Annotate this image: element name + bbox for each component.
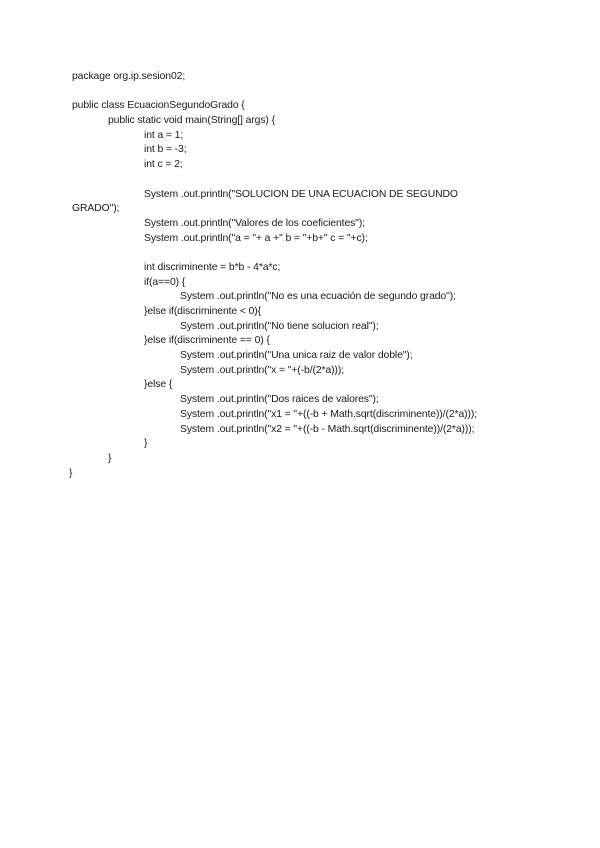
code-line-discriminant: int discriminente = b*b - 4*a*c; bbox=[144, 261, 281, 273]
code-line-var-b: int b = -3; bbox=[144, 144, 187, 156]
code-line-print-two-roots: System .out.println("Dos raices de valores"); bbox=[180, 394, 379, 406]
code-line-class-declaration: public class EcuacionSegundoGrado { bbox=[72, 100, 245, 112]
code-line-print-values: System .out.println("a = "+ a +" b = "+b+" c = "+c); bbox=[144, 232, 368, 244]
code-line-if-a-zero: if(a==0) { bbox=[144, 276, 186, 288]
code-line-else: }else { bbox=[144, 379, 173, 391]
code-line-main-method: public static void main(String[] args) { bbox=[108, 115, 275, 127]
code-line-print-title-wrap: GRADO"); bbox=[72, 203, 120, 215]
blank-line bbox=[72, 85, 552, 100]
code-line-print-double-root: System .out.println("Una unica raiz de valor doble"); bbox=[180, 350, 413, 362]
code-line-close-else: } bbox=[144, 438, 148, 450]
code-line-print-x: System .out.println("x = "+(-b/(2*a))); bbox=[180, 364, 345, 376]
code-line-else-if-zero: }else if(discriminente == 0) { bbox=[144, 335, 270, 347]
code-line-print-x2: System .out.println("x2 = "+((-b - Math.sqrt(discriminente))/(2*a))); bbox=[180, 423, 475, 435]
code-line-var-a: int a = 1; bbox=[144, 129, 184, 141]
code-line-close-class: } bbox=[69, 467, 73, 479]
code-listing bbox=[69, 70, 552, 481]
code-line-print-title: System .out.println("SOLUCION DE UNA ECUACION DE SEGUNDO bbox=[144, 188, 458, 200]
code-line-print-no-real: System .out.println("No tiene solucion real"); bbox=[180, 320, 379, 332]
code-line-close-main: } bbox=[108, 452, 112, 464]
blank-line bbox=[72, 246, 552, 261]
code-line-print-not-quadratic: System .out.println("No es una ecuación de segundo grado"); bbox=[180, 291, 456, 303]
code-line-print-coefficients: System .out.println("Valores de los coeficientes"); bbox=[144, 217, 365, 229]
code-line-print-x1: System .out.println("x1 = "+((-b + Math.sqrt(discriminente))/(2*a))); bbox=[180, 408, 477, 420]
code-line-var-c: int c = 2; bbox=[144, 159, 183, 171]
blank-line bbox=[72, 173, 552, 188]
code-line-else-if-negative: }else if(discriminente < 0){ bbox=[144, 306, 262, 317]
code-line-package: package org.ip.sesion02; bbox=[72, 71, 186, 82]
